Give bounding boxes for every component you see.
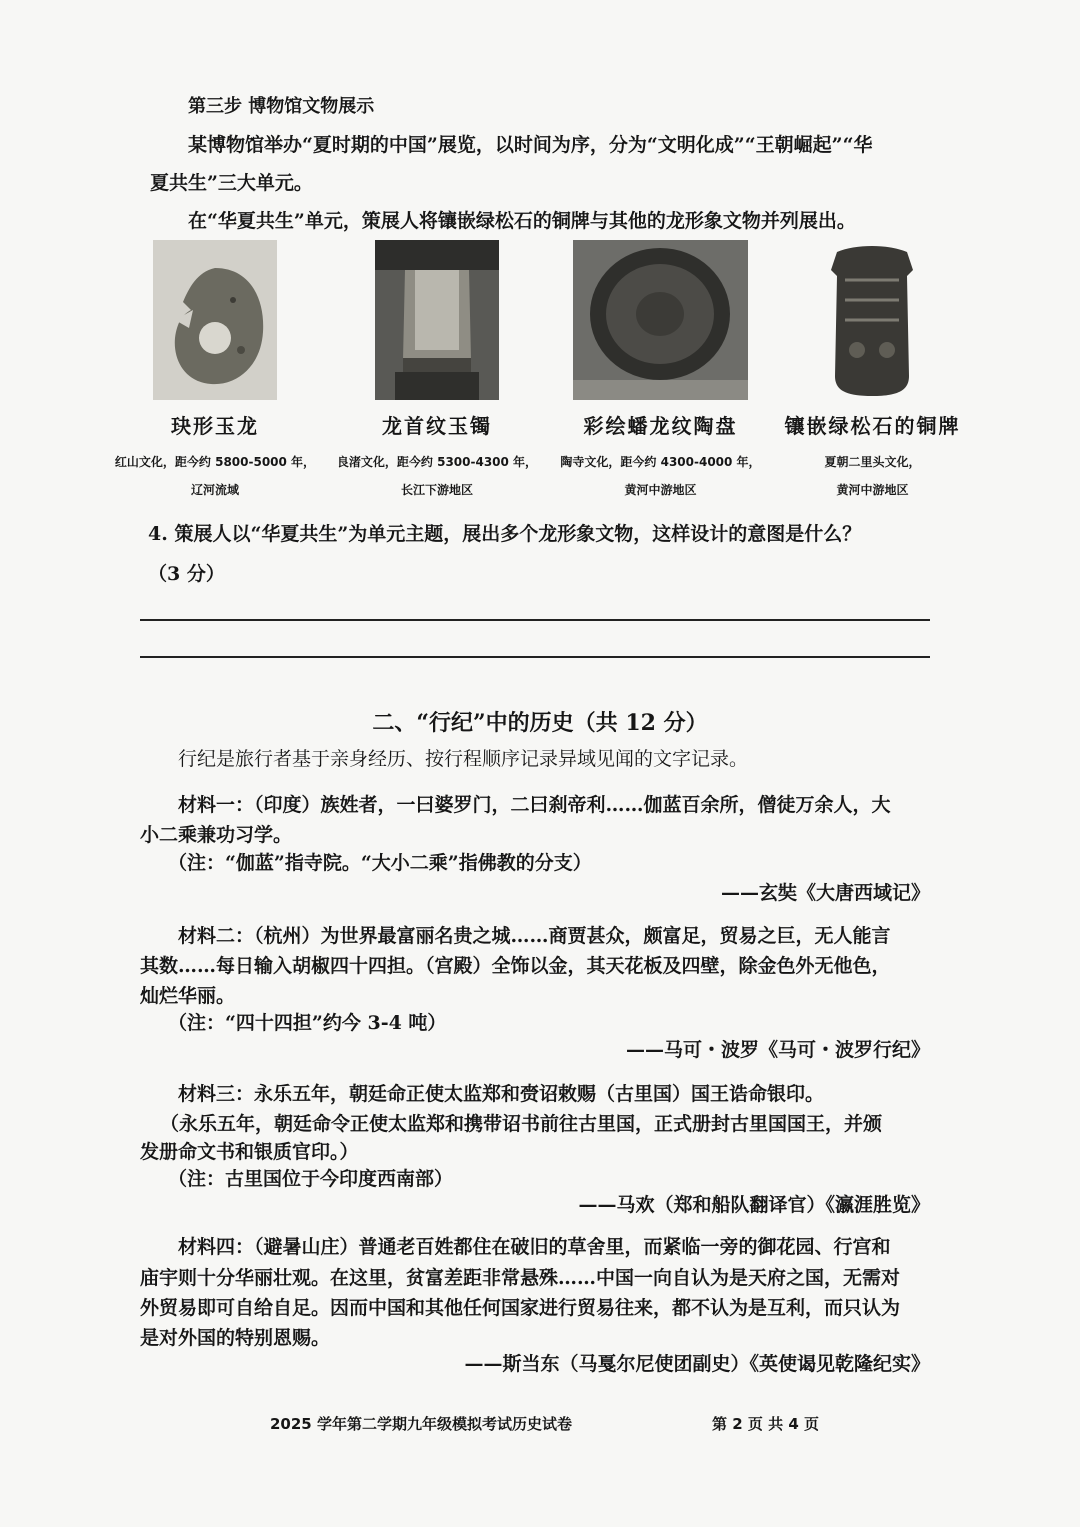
material2-line1: 材料二：（杭州）为世界最富丽名贵之城……商贾甚众，颇富足，贸易之巨，无人能言	[178, 925, 891, 947]
artifact-name: 彩绘蟠龙纹陶盘	[583, 414, 738, 438]
jade-bracelet-photo	[375, 240, 499, 400]
material2-note: （注：“四十四担”约今 3-4 吨）	[168, 1012, 447, 1034]
material4-line2: 庙宇则十分华丽壮观。在这里，贫富差距非常悬殊……中国一向自认为是天府之国，无需对	[140, 1267, 901, 1289]
section2-intro: 行纪是旅行者基于亲身经历、按行程顺序记录异域见闻的文字记录。	[178, 748, 749, 770]
material2-line2: 其数……每日输入胡椒四十四担。（宫殿）全饰以金，其天花板及四壁，除金色外无他色，	[140, 955, 891, 977]
material4-line4: 是对外国的特别恩赐。	[140, 1327, 331, 1349]
artifact-card	[327, 238, 547, 498]
jade-dragon-photo	[153, 240, 277, 400]
artifact-card	[775, 238, 970, 498]
artifact-era: 陶寺文化，距今约 4300-4000 年，	[560, 455, 761, 469]
material1-line1: 材料一：（印度）族姓者，一曰婆罗门，二曰刹帝利……伽蓝百余所，僧徒万余人，大	[178, 794, 891, 816]
artifact-name: 玦形玉龙	[171, 414, 259, 438]
answer-line[interactable]	[140, 656, 930, 658]
step3-para1-line1: 某博物馆举办“夏时期的中国”展览，以时间为序，分为“文明化成”“王朝崛起”“华	[188, 134, 873, 156]
section2-title: 二、“行纪”中的历史（共 12 分）	[372, 710, 708, 736]
question-4: 4. 策展人以“华夏共生”为单元主题，展出多个龙形象文物，这样设计的意图是什么？	[148, 523, 862, 545]
material1-line2: 小二乘兼功习学。	[140, 824, 293, 846]
artifact-era: 红山文化，距今约 5800-5000 年，	[114, 455, 316, 469]
artifact-name: 镶嵌绿松石的铜牌	[784, 414, 961, 438]
step3-para1-line2: 夏共生”三大单元。	[150, 172, 313, 194]
material3-line2: （永乐五年，朝廷命令正使太监郑和携带诏书前往古里国，正式册封古里国国王，并颁	[160, 1113, 883, 1135]
step3-para2: 在“华夏共生”单元，策展人将镶嵌绿松石的铜牌与其他的龙形象文物并列展出。	[188, 210, 856, 232]
artifact-region: 长江下游地区	[400, 483, 473, 497]
artifact-region: 黄河中游地区	[624, 483, 697, 497]
artifact-era: 夏朝二里头文化，	[824, 455, 921, 469]
step3-title: 第三步 博物馆文物展示	[188, 96, 375, 117]
footer-exam-title: 2025 学年第二学期九年级模拟考试历史试卷	[270, 1415, 572, 1433]
material3-source: ——马欢（郑和船队翻译官）《瀛涯胜览》	[578, 1194, 930, 1216]
material3-line1: 材料三：永乐五年，朝廷命正使太监郑和赍诏敕赐（古里国）国王诰命银印。	[178, 1083, 825, 1105]
artifact-era: 良渚文化，距今约 5300-4300 年，	[336, 455, 538, 469]
material4-line3: 外贸易即可自给自足。因而中国和其他任何国家进行贸易往来，都不认为是互利，而只认为	[140, 1297, 901, 1319]
artifact-region: 黄河中游地区	[836, 483, 909, 497]
artifact-card	[553, 238, 768, 498]
material3-line3: 发册命文书和银质官印。）	[140, 1141, 359, 1163]
material2-source: ——马可・波罗《马可・波罗行纪》	[625, 1039, 930, 1061]
artifact-name: 龙首纹玉镯	[382, 414, 492, 438]
answer-line[interactable]	[140, 619, 930, 621]
pottery-plate-photo	[573, 240, 748, 400]
artifact-region: 辽河流域	[190, 483, 239, 497]
bronze-plaque-photo	[815, 240, 929, 400]
material1-note: （注：“伽蓝”指寺院。“大小二乘”指佛教的分支）	[168, 852, 592, 874]
artifact-card	[110, 238, 320, 498]
material4-line1: 材料四：（避暑山庄）普通老百姓都住在破旧的草舍里，而紧临一旁的御花园、行宫和	[178, 1236, 891, 1258]
material2-line3: 灿烂华丽。	[140, 985, 236, 1007]
material1-source: ——玄奘《大唐西域记》	[720, 882, 930, 904]
footer-page-number: 第 2 页 共 4 页	[712, 1415, 819, 1433]
material3-note: （注：古里国位于今印度西南部）	[168, 1168, 454, 1190]
material4-source: ——斯当东（马戛尔尼使团副史）《英使谒见乾隆纪实》	[464, 1353, 930, 1375]
question-4-points: （3 分）	[148, 563, 225, 585]
